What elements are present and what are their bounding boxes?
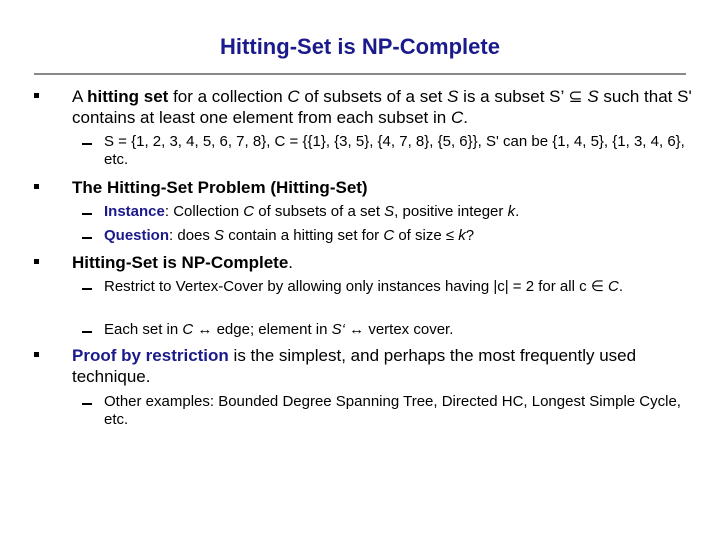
text: such that S' contains at least one element from each subset in xyxy=(72,87,692,127)
square-bullet-icon xyxy=(34,259,39,264)
text: : does xyxy=(169,227,215,244)
sub-bullet-other-examples xyxy=(104,393,694,429)
label-instance: Instance xyxy=(104,203,165,220)
sub-bullet-mapping xyxy=(104,321,694,339)
sub-bullet-restrict xyxy=(104,278,694,296)
square-bullet-icon xyxy=(34,93,39,98)
var-s: S‘ xyxy=(331,321,345,338)
sub-bullet-example xyxy=(104,133,694,169)
bullet-proof-by-restriction xyxy=(72,345,692,387)
text: for a collection xyxy=(168,87,288,106)
text: ↔ edge; element in xyxy=(193,321,332,338)
var-c: C xyxy=(182,321,194,338)
text: . xyxy=(288,253,294,272)
var-s: S xyxy=(587,87,599,106)
text: of size ≤ xyxy=(394,227,459,244)
text: , positive integer xyxy=(394,203,508,220)
sub-bullet-question xyxy=(104,227,694,245)
bullet-hitting-set-definition xyxy=(72,86,692,128)
term-proof-by-restriction: Proof by restriction xyxy=(72,346,229,365)
text: contain a hitting set for xyxy=(224,227,384,244)
example-text: S = {1, 2, 3, 4, 5, 6, 7, 8}, C = {{1}, {3, 5}, {4, 7, 8}, {5, 6}}, S' can be {1, 4, 5}, {1, 3, 4, 6}, etc. xyxy=(104,133,685,168)
term-hitting-set: hitting set xyxy=(87,87,169,106)
text: . xyxy=(515,203,520,220)
text: is the simplest, and perhaps the most frequently used technique. xyxy=(72,346,637,386)
dash-bullet-icon xyxy=(82,403,92,405)
dash-bullet-icon xyxy=(82,213,92,215)
var-s: S xyxy=(214,227,225,244)
square-bullet-icon xyxy=(34,184,39,189)
var-c: C xyxy=(608,278,619,295)
text: of subsets of a set xyxy=(299,87,448,106)
text: . xyxy=(463,108,468,127)
label-question: Question xyxy=(104,227,170,244)
bullet-problem-name xyxy=(72,177,692,198)
var-c: C xyxy=(243,203,255,220)
text: Restrict to Vertex-Cover by allowing only instances having |c| = 2 for all c ∈ xyxy=(104,278,608,295)
text: is a subset S’ ⊆ xyxy=(458,87,588,106)
text: Each set in xyxy=(104,321,183,338)
var-c: C xyxy=(287,87,300,106)
text: ↔ vertex cover. xyxy=(345,321,454,338)
text: of subsets of a set xyxy=(254,203,385,220)
problem-name: The Hitting-Set Problem (Hitting-Set) xyxy=(72,178,368,197)
var-k: k xyxy=(507,203,516,220)
text: . xyxy=(618,278,624,295)
var-s: S xyxy=(447,87,459,106)
slide-title: Hitting-Set is NP-Complete xyxy=(220,34,500,59)
text: A xyxy=(72,87,88,106)
text: ? xyxy=(465,227,475,244)
var-c: C xyxy=(383,227,395,244)
text: : Collection xyxy=(164,203,244,220)
sub-bullet-instance xyxy=(104,203,694,221)
var-s: S xyxy=(384,203,395,220)
dash-bullet-icon xyxy=(82,143,92,145)
square-bullet-icon xyxy=(34,352,39,357)
bullet-np-complete xyxy=(72,252,692,273)
title-divider xyxy=(34,73,686,75)
examples-text: Other examples: Bounded Degree Spanning Tree, Directed HC, Longest Simple Cycle, etc. xyxy=(104,393,681,428)
claim-np-complete: Hitting-Set is NP-Complete xyxy=(72,253,289,272)
dash-bullet-icon xyxy=(82,237,92,239)
dash-bullet-icon xyxy=(82,331,92,333)
var-c: C xyxy=(450,108,464,127)
var-k: k xyxy=(458,227,466,244)
dash-bullet-icon xyxy=(82,288,92,290)
